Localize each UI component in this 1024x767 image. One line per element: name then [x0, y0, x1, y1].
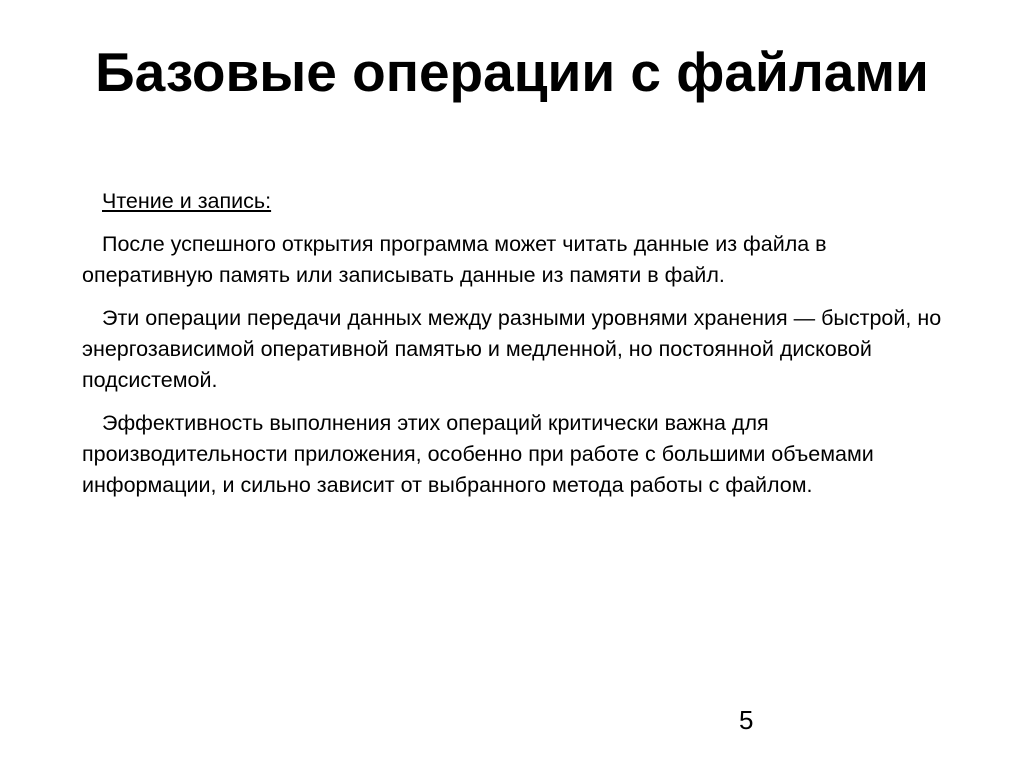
- body-paragraph-1: После успешного открытия программа может читать данные из файла в оперативную память или записывать данные из памяти в файл.: [82, 232, 827, 287]
- slide-body: [82, 186, 962, 513]
- body-paragraph-3: Эффективность выполнения этих операций критически важна для производительности приложения, особенно при работе с большими объемами информации, и сильно зависит от выбранного метода работы с файлом.: [82, 411, 874, 497]
- section-heading-paragraph: [82, 186, 962, 217]
- body-paragraph-2: Эти операции передачи данных между разными уровнями хранения — быстрой, но энергозависимой оперативной памятью и медленной, но постоянной дисковой подсистемой.: [82, 306, 942, 392]
- slide-title: Базовые операции с файлами: [95, 41, 929, 103]
- section-heading: Чтение и запись:: [102, 189, 272, 213]
- page-number: 5: [739, 705, 754, 735]
